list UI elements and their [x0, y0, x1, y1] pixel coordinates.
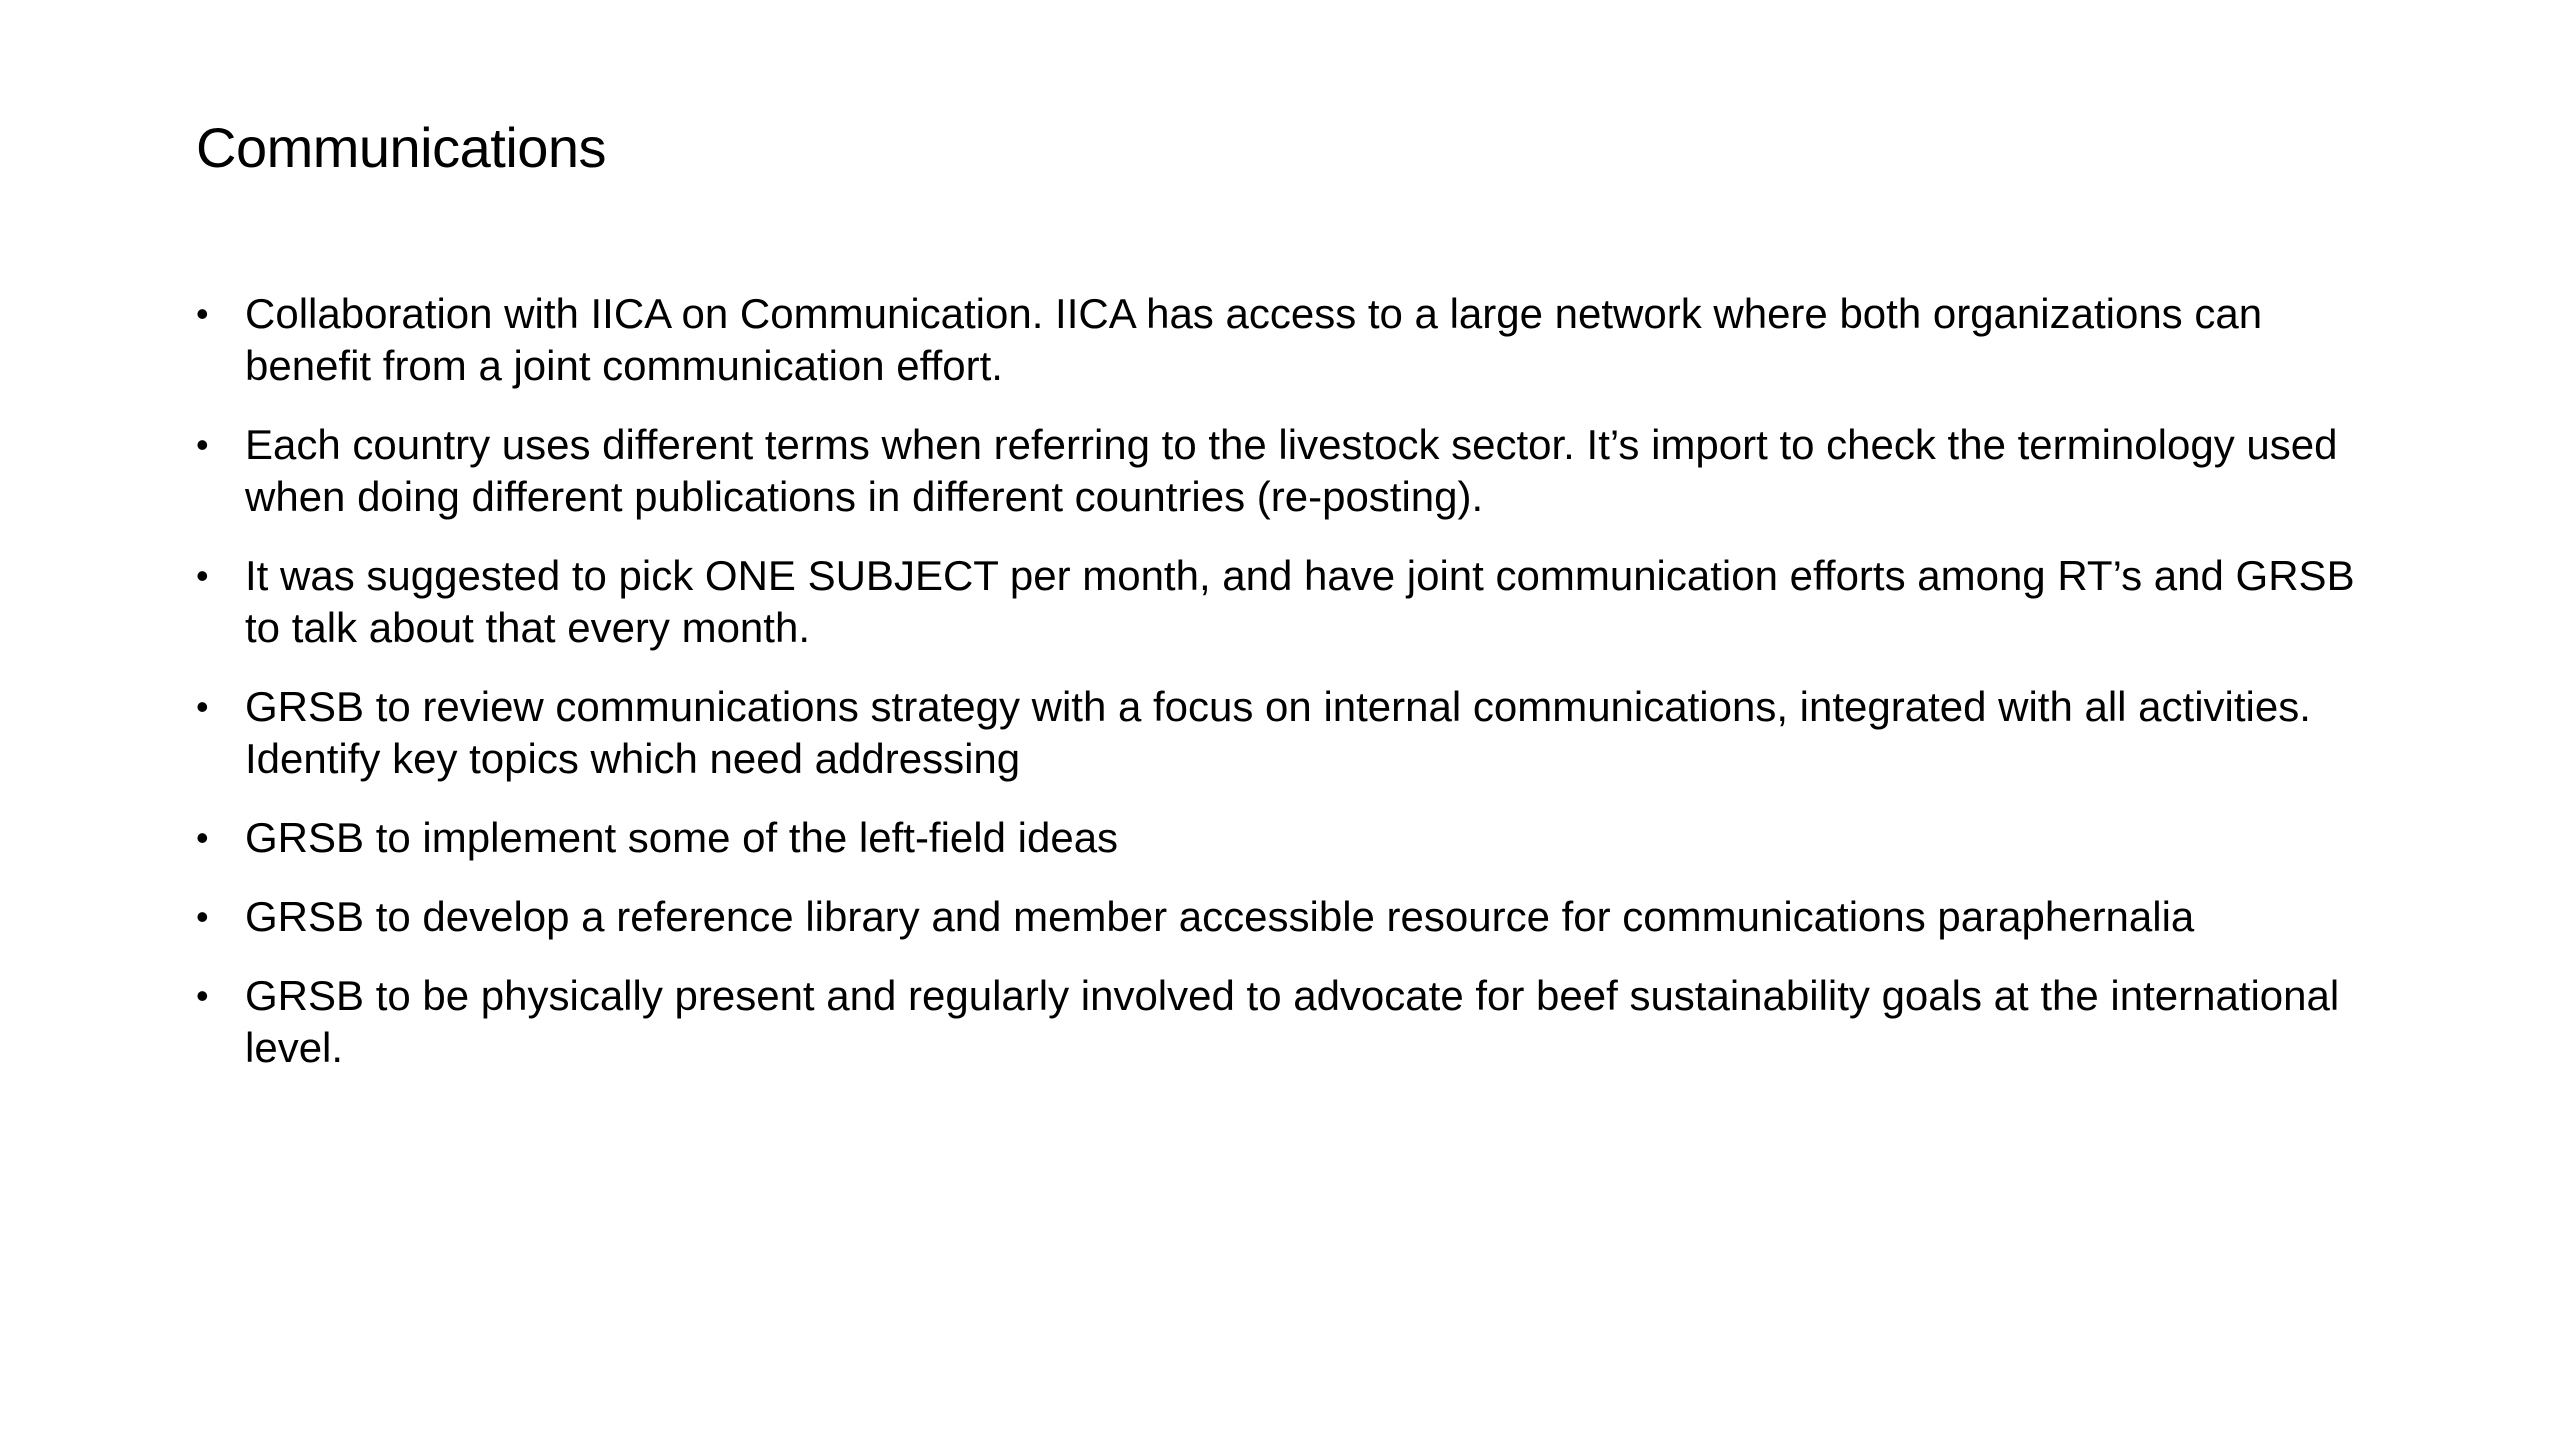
- slide-title: Communications: [196, 116, 607, 179]
- bullet-item: [196, 812, 2396, 864]
- bullet-item: [196, 288, 2396, 392]
- bullet-dot-icon: •: [196, 293, 209, 334]
- bullet-item: [196, 891, 2396, 943]
- bullet-text: GRSB to be physically present and regularly involved to advocate for beef sustainability goals at the international level.: [245, 972, 2340, 1071]
- bullet-list: [196, 288, 2396, 1101]
- bullet-text: GRSB to review communications strategy with a focus on internal communications, integrated with all activities. Identify key topics which need addressing: [245, 683, 2311, 782]
- bullet-dot-icon: •: [196, 555, 209, 596]
- bullet-item: [196, 970, 2396, 1074]
- bullet-dot-icon: •: [196, 896, 209, 937]
- bullet-dot-icon: •: [196, 975, 209, 1016]
- bullet-dot-icon: •: [196, 817, 209, 858]
- bullet-text: It was suggested to pick ONE SUBJECT per month, and have joint communication efforts among RT’s and GRSB to talk about that every month.: [245, 552, 2355, 651]
- bullet-dot-icon: •: [196, 686, 209, 727]
- bullet-item: [196, 681, 2396, 785]
- bullet-text: GRSB to develop a reference library and member accessible resource for communications paraphernalia: [245, 893, 2195, 940]
- bullet-text: GRSB to implement some of the left-field ideas: [245, 814, 1119, 861]
- bullet-item: [196, 419, 2396, 523]
- bullet-text: Each country uses different terms when referring to the livestock sector. It’s import to check the terminology used when doing different publications in different countries (re-posting).: [245, 421, 2338, 520]
- bullet-item: [196, 550, 2396, 654]
- bullet-text: Collaboration with IICA on Communication. IICA has access to a large network where both organizations can benefit from a joint communication effort.: [245, 290, 2263, 389]
- bullet-dot-icon: •: [196, 424, 209, 465]
